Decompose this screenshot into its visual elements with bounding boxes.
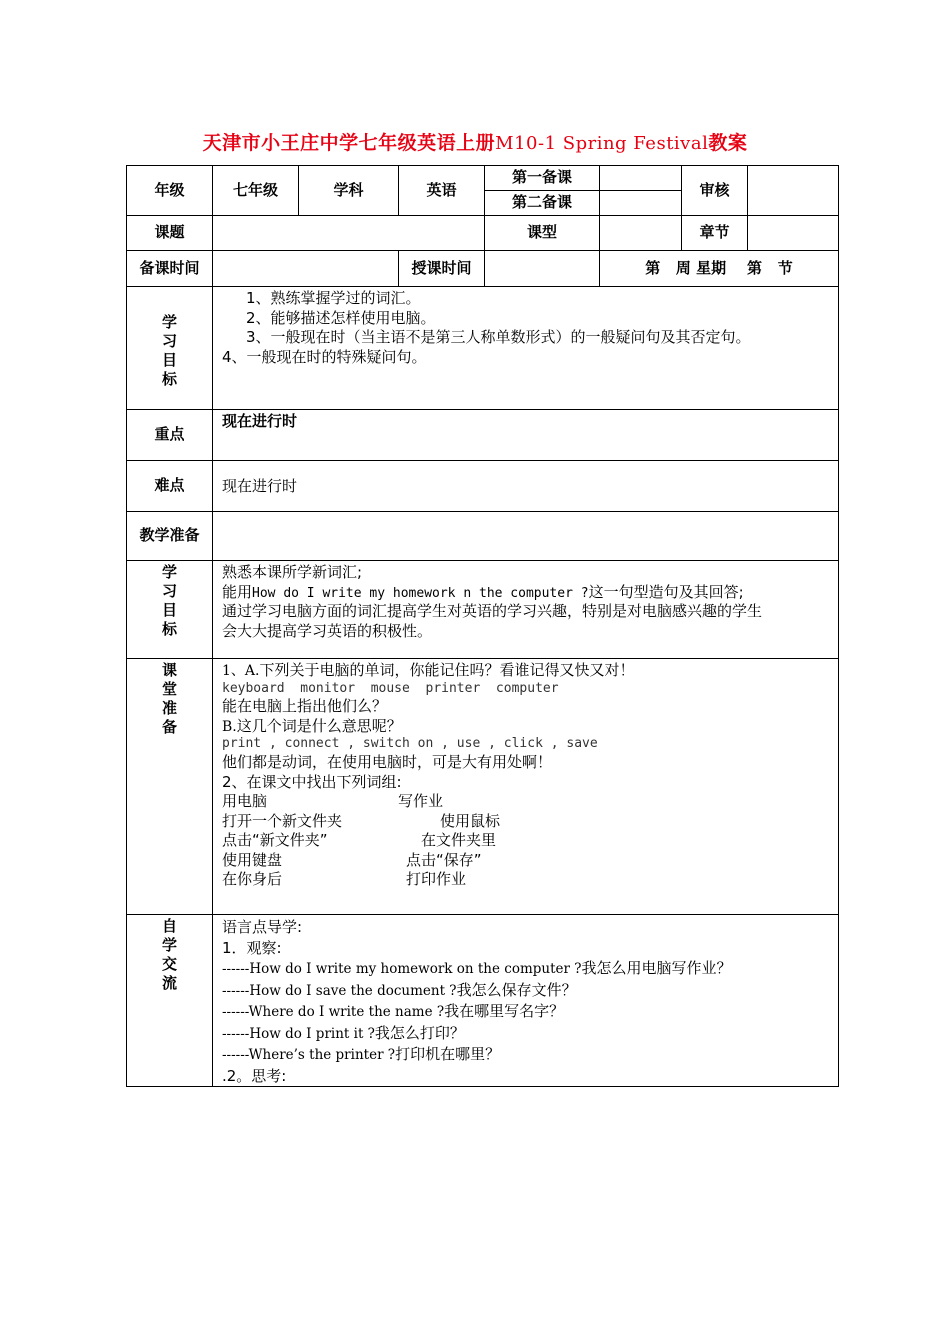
title-part3: 教案	[708, 132, 748, 154]
type-label: 课型	[485, 216, 600, 251]
prep2-value	[600, 191, 682, 216]
prep-time-value	[213, 251, 399, 287]
class-prep-label: 课 堂 准 备	[127, 659, 213, 915]
goal-line: 3、一般现在时（当主语不是第三人称单数形式）的一般疑问句及其否定句。	[246, 328, 751, 346]
goals2-line: 熟悉本课所学新词汇;	[222, 563, 363, 581]
preparation-label: 教学准备	[127, 512, 213, 561]
goal-line: 4、一般现在时的特殊疑问句。	[222, 347, 427, 366]
grade-label: 年级	[127, 166, 213, 216]
example-sentence: ------Where do I write the name ?我在哪里写名字？	[222, 1002, 565, 1020]
difficulty-value: 现在进行时	[213, 461, 839, 512]
week-slot: 第 周 星期 第 节	[600, 251, 839, 287]
subject-label: 学科	[299, 166, 399, 216]
self-study-line: 1．观察:	[222, 938, 282, 957]
example-sentence: ------How do I save the document ?我怎么保存文件？	[222, 980, 577, 999]
prep2-label: 第二备课	[485, 191, 600, 216]
self-study-line: .2。思考:	[222, 1066, 287, 1085]
title-part2: M10-1 Spring Festival	[495, 133, 709, 154]
example-sentence: ------Where’s the printer ?打印机在哪里？	[222, 1045, 501, 1063]
topic-label: 课题	[127, 216, 213, 251]
difficulty-label: 难点	[127, 461, 213, 512]
key-point-label: 重点	[127, 410, 213, 461]
class-prep-line: 能在电脑上指出他们么？	[222, 697, 388, 716]
goals2-label: 学 习 目 标	[127, 561, 213, 659]
key-point-value: 现在进行时	[213, 410, 839, 461]
chapter-label: 章节	[682, 216, 748, 251]
example-sentence: ------How do I print it ?我怎么打印？	[222, 1023, 465, 1042]
example-sentence: ------How do I write my homework on the computer ?我怎么用电脑写作业？	[222, 959, 732, 977]
class-prep-line: 2、在课文中找出下列词组:	[222, 772, 402, 791]
grade-value: 七年级	[213, 166, 299, 216]
phrase-row: 在你身后 打印作业	[222, 870, 467, 889]
goals2-line: 通过学习电脑方面的词汇提高学生对英语的学习兴趣，特别是对电脑感兴趣的学生	[222, 602, 763, 621]
lesson-plan-table	[126, 165, 839, 1087]
topic-value	[213, 216, 485, 251]
goals-label: 学 习 目 标	[127, 287, 213, 410]
type-value	[600, 216, 682, 251]
teach-time-value	[485, 251, 600, 287]
goals-content	[213, 287, 839, 410]
prep1-value	[600, 166, 682, 191]
verb-list: print , connect , switch on , use , click , save	[222, 736, 598, 752]
goals2-line: 会大大提高学习英语的积极性。	[222, 621, 433, 640]
preparation-value	[213, 512, 839, 561]
page-title	[0, 128, 950, 155]
prep-time-label: 备课时间	[127, 251, 213, 287]
prep1-label: 第一备课	[485, 166, 600, 191]
class-prep-line: 他们都是动词，在使用电脑时，可是大有用处啊！	[222, 753, 553, 772]
goals2-line: 能用How do I write my homework n the computer ?这一句型造句及其回答;	[222, 582, 744, 601]
title-part1: 天津市小王庄中学七年级英语上册	[202, 132, 496, 154]
class-prep-line: B.这几个词是什么意思呢？	[222, 716, 402, 735]
phrase-row: 使用键盘 点击“保存”	[222, 850, 482, 869]
self-study-line: 语言点导学:	[222, 918, 303, 936]
teach-time-label: 授课时间	[399, 251, 485, 287]
phrase-row: 打开一个新文件夹 使用鼠标	[222, 811, 501, 830]
word-list: keyboard monitor mouse printer computer	[222, 680, 559, 696]
class-prep-content	[213, 659, 839, 915]
review-label: 审核	[682, 166, 748, 216]
self-study-label: 自 学 交 流	[127, 915, 213, 1087]
goal-line: 2、能够描述怎样使用电脑。	[246, 308, 436, 327]
phrase-row: 点击“新文件夹” 在文件夹里	[222, 831, 497, 850]
review-value	[748, 166, 839, 216]
goals2-content	[213, 561, 839, 659]
self-study-content	[213, 915, 839, 1087]
class-prep-line: 1、A.下列关于电脑的单词，你能记住吗？看谁记得又快又对！	[222, 661, 635, 679]
subject-value: 英语	[399, 166, 485, 216]
chapter-value	[748, 216, 839, 251]
phrase-row: 用电脑 写作业	[222, 792, 444, 811]
goal-line: 1、熟练掌握学过的词汇。	[246, 289, 421, 307]
